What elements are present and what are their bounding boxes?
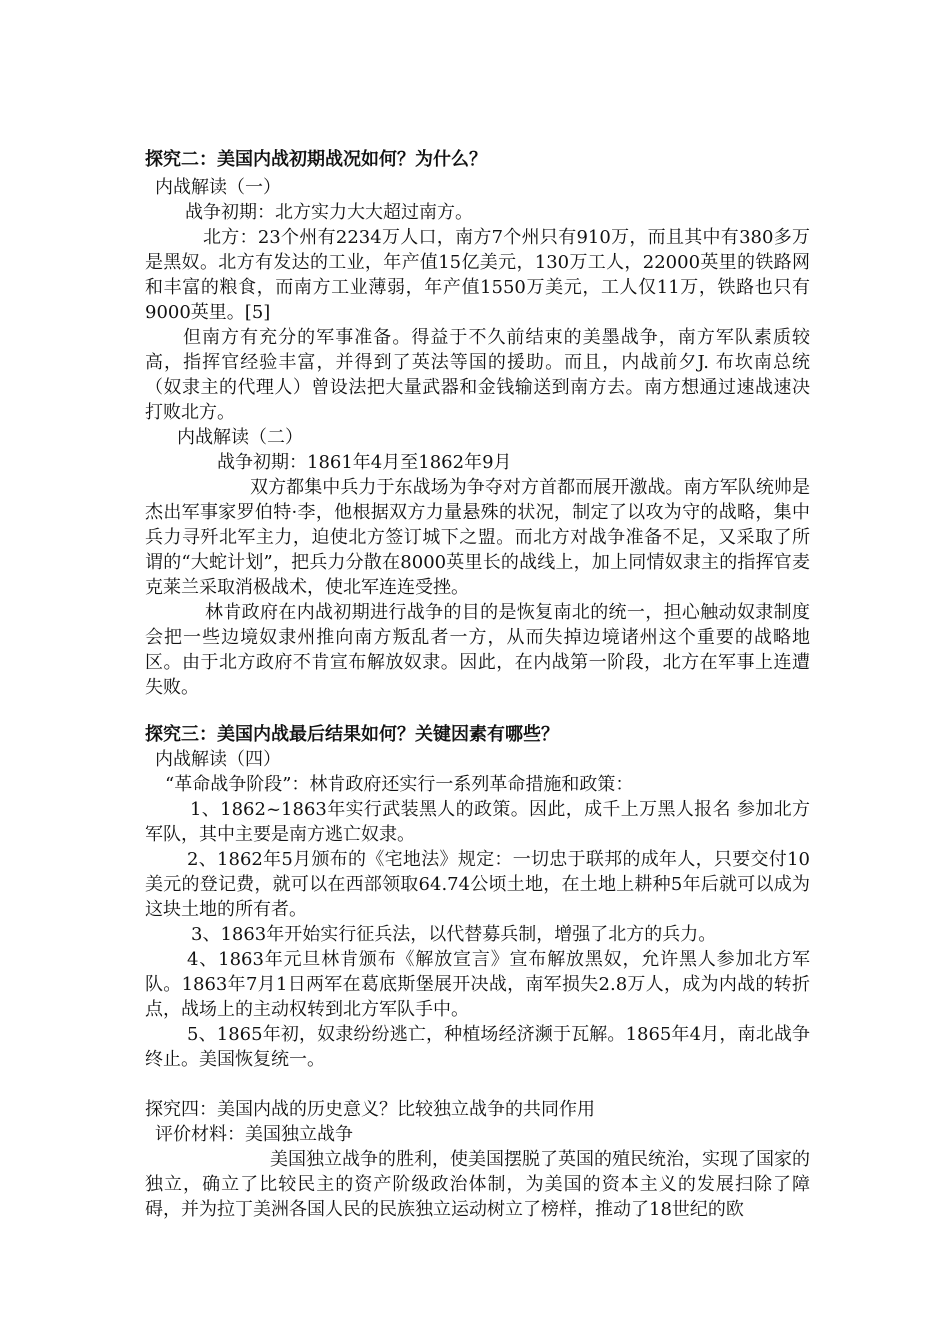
list-item: 2、1862年5月颁布的《宅地法》规定：一切忠于联邦的成年人，只要交付10美元的登记费，就可以在西部领取64.74公顷土地，在土地上耕种5年后就可以成为这块土地的所有者。 xyxy=(145,849,810,920)
list-item: 1、1862~1863年实行武装黑人的政策。因此，成千上万黑人报名 参加北方军队，其中主要是南方逃亡奴隶。 xyxy=(145,799,810,845)
subheading: 评价材料：美国独立战争 xyxy=(155,1124,353,1145)
section-heading: 探究三：美国内战最后结果如何？关键因素有哪些？ xyxy=(145,724,559,745)
list-item: 5、1865年初，奴隶纷纷逃亡，种植场经济濒于瓦解。1865年4月，南北战争终止。美国恢复统一。 xyxy=(145,1024,810,1070)
section-heading: 探究二：美国内战初期战况如何？为什么？ xyxy=(145,149,487,170)
subheading: 内战解读（四） xyxy=(155,749,281,770)
subheading: 内战解读（二） xyxy=(177,427,303,448)
paragraph: 林肯政府在内战初期进行战争的目的是恢复南北的统一，担心触动奴隶制度会把一些边境奴隶州推向南方叛乱者一方，从而失掉边境诸州这个重要的战略地区。由于北方政府不肯宣布解放奴隶。因此，在内战第一阶段，北方在军事上连遭失败。 xyxy=(145,602,810,698)
paragraph: 双方都集中兵力于东战场为争夺对方首都而展开激战。南方军队统帅是杰出军事家罗伯特·李，他根据双方力量悬殊的状况，制定了以攻为守的战略，集中兵力寻歼北军主力，迫使北方签订城下之盟。而北方对战争准备不足，又采取了所谓的“大蛇计划”，把兵力分散在8000英里长的战线上，加上同情奴隶主的指挥官麦克莱兰采取消极战术，使北军连连受挫。 xyxy=(145,477,810,598)
text-line: “革命战争阶段”：林肯政府还实行一系列革命措施和政策： xyxy=(165,774,634,795)
subheading: 内战解读（一） xyxy=(155,177,281,198)
text-line: 战争初期：1861年4月至1862年9月 xyxy=(217,452,512,473)
list-item: 3、1863年开始实行征兵法，以代替募兵制，增强了北方的兵力。 xyxy=(191,924,717,945)
section-heading: 探究四：美国内战的历史意义？比较独立战争的共同作用 xyxy=(145,1099,595,1120)
paragraph: 美国独立战争的胜利，使美国摆脱了英国的殖民统治，实现了国家的独立，确立了比较民主的资产阶级政治体制，为美国的资本主义的发展扫除了障碍，并为拉丁美洲各国人民的民族独立运动树立了榜样，推动了18世纪的欧 xyxy=(145,1149,810,1220)
paragraph: 北方：23个州有2234万人口，南方7个州只有910万，而且其中有380多万是黑奴。北方有发达的工业，年产值15亿美元，130万工人，22000英里的铁路网和丰富的粮食，而南方工业薄弱，年产值1550万美元，工人仅11万，铁路也只有9000英里。[5] xyxy=(145,227,810,323)
paragraph: 但南方有充分的军事准备。得益于不久前结束的美墨战争，南方军队素质较高，指挥官经验丰富，并得到了英法等国的援助。而且，内战前夕J. 布坎南总统（奴隶主的代理人）曾设法把大量武器和金钱输送到南方去。南方想通过速战速决打败北方。 xyxy=(145,327,810,423)
text-line: 战争初期：北方实力大大超过南方。 xyxy=(185,202,473,223)
list-item: 4、1863年元旦林肯颁布《解放宣言》宣布解放黑奴，允许黑人参加北方军队。1863年7月1日两军在葛底斯堡展开决战，南军损失2.8万人，成为内战的转折点，战场上的主动权转到北方军队手中。 xyxy=(145,949,810,1020)
